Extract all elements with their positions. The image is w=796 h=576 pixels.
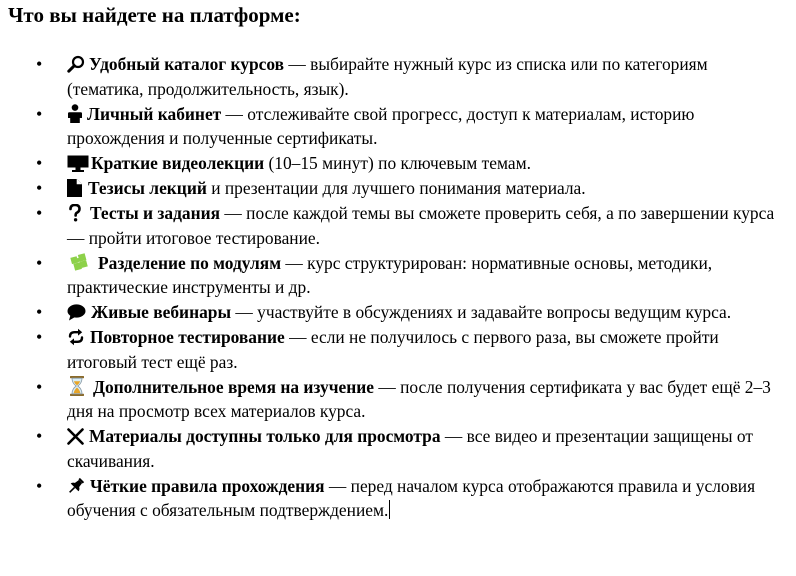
item-title: Краткие видеолекции <box>91 153 265 173</box>
text-cursor <box>389 500 390 519</box>
item-title: Чёткие правила прохождения <box>90 475 325 496</box>
list-item <box>0 201 790 250</box>
item-title: Тезисы лекций <box>88 178 207 198</box>
list-item <box>0 151 790 176</box>
bullet: • <box>36 327 43 347</box>
item-text: — если не получилось с первого раза, вы сможете пройти итоговый тест ещё раз. <box>67 327 719 372</box>
list-item <box>0 102 790 151</box>
feature-list <box>0 52 790 523</box>
list-item <box>0 251 790 300</box>
bullet: • <box>36 54 43 74</box>
bullet: • <box>36 475 43 496</box>
document-icon <box>67 179 82 197</box>
item-text: — отслеживайте свой прогресс, доступ к материалам, историю прохождения и полученные сертификаты. <box>67 103 695 148</box>
hourglass-icon <box>70 376 84 396</box>
cross-icon <box>67 428 84 445</box>
item-title: Живые вебинары <box>91 302 232 322</box>
bullet: • <box>36 153 43 173</box>
question-icon <box>69 204 81 222</box>
speech-bubble-icon <box>67 304 86 321</box>
bullet: • <box>36 426 43 446</box>
repeat-icon <box>67 328 85 346</box>
list-item <box>0 375 790 424</box>
bullet: • <box>36 203 43 223</box>
person-icon <box>67 104 83 123</box>
list-item <box>0 325 790 374</box>
list-item <box>0 424 790 473</box>
magnifier-icon <box>67 55 85 73</box>
monitor-icon <box>67 155 89 172</box>
item-text: — все видео и презентации защищены от скачивания. <box>67 426 753 471</box>
item-text: — после каждой темы вы сможете проверить себя, а по завершении курса — пройти итоговое тестирование. <box>67 203 775 248</box>
bullet: • <box>36 178 43 198</box>
puzzle-icon <box>69 252 89 272</box>
item-text: — участвуйте в обсуждениях и задавайте вопросы ведущим курса. <box>231 302 732 322</box>
item-text: — перед началом курса отображаются правила и условия обучения с обязательным подтверждением. <box>67 475 756 520</box>
item-title: Тесты и задания <box>90 203 221 223</box>
item-title: Повторное тестирование <box>90 327 285 347</box>
item-text: — выбирайте нужный курс из списка или по категориям (тематика, продолжительность, язык). <box>67 54 708 99</box>
bullet: • <box>36 252 43 273</box>
item-title: Дополнительное время на изучение <box>93 376 375 397</box>
bullet: • <box>36 376 43 397</box>
item-text: (10–15 минут) по ключевым темам. <box>264 153 531 173</box>
pushpin-icon <box>67 477 85 495</box>
list-item <box>0 52 790 101</box>
item-title: Удобный каталог курсов <box>89 54 285 74</box>
page-heading: Что вы найдете на платформе: <box>8 3 301 27</box>
list-item <box>0 176 790 201</box>
bullet: • <box>36 103 43 124</box>
item-title: Материалы доступны только для просмотра <box>89 426 441 446</box>
item-text: и презентации для лучшего понимания материала. <box>206 178 586 198</box>
item-text: — после получения сертификата у вас будет ещё 2–3 дня на просмотр всех материалов курса. <box>67 376 771 421</box>
bullet: • <box>36 302 43 322</box>
list-item <box>0 300 790 325</box>
item-title: Разделение по модулям <box>98 252 282 273</box>
item-text: — курс структурирован: нормативные основы, методики, практические инструменты и др. <box>67 252 713 297</box>
list-item <box>0 474 790 523</box>
item-title: Личный кабинет <box>87 103 222 124</box>
